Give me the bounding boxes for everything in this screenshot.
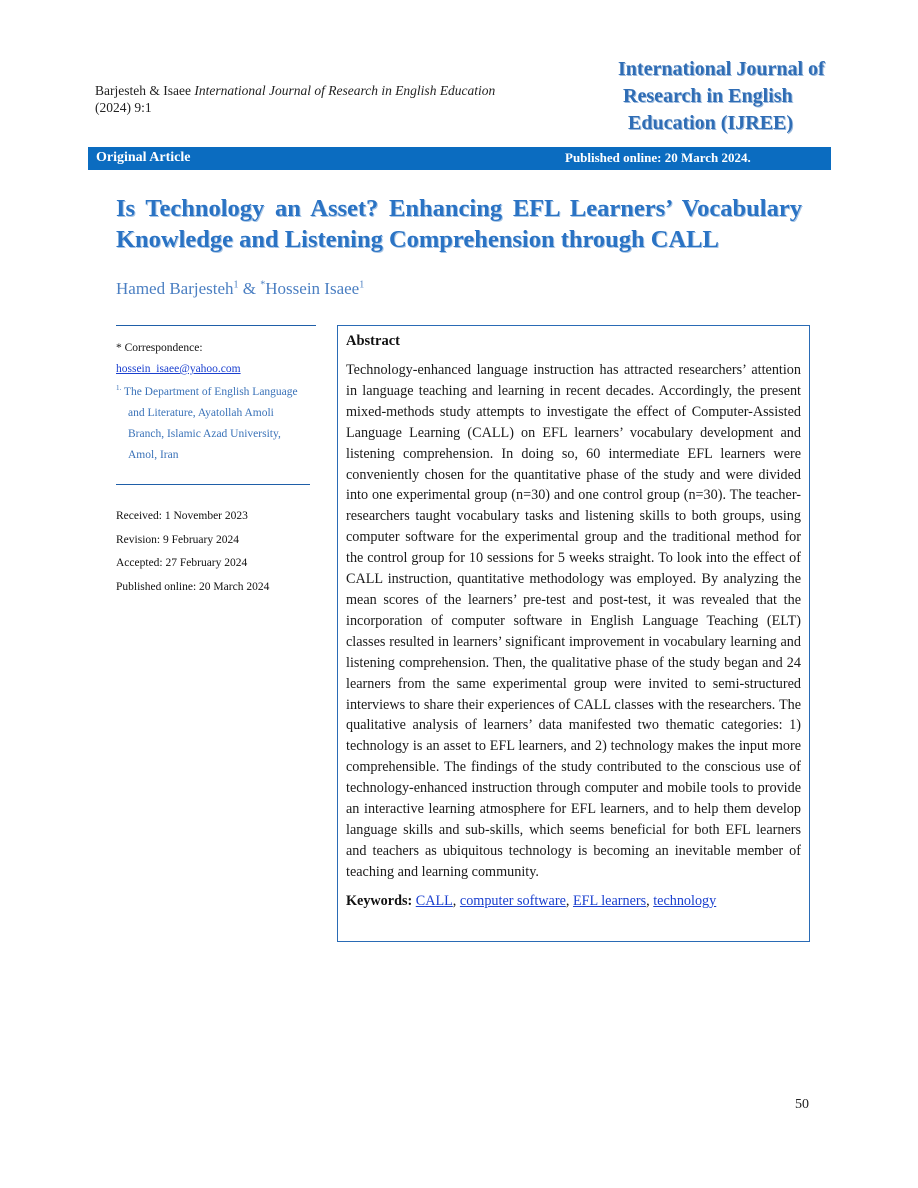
correspondence-email-link[interactable]: hossein_isaee@yahoo.com	[116, 363, 241, 375]
affiliation-line: The Department of English Language	[123, 385, 298, 398]
running-head-journal: International Journal of Research in English Education	[194, 83, 496, 98]
running-head-authors: Barjesteh & Isaee	[95, 83, 191, 98]
date-received: Received: 1 November 2023	[116, 510, 248, 522]
keyword-link[interactable]: CALL	[415, 892, 453, 909]
journal-logo-line: Education (IJREE)	[628, 112, 794, 134]
author-list	[116, 279, 364, 299]
article-type: Original Article	[96, 150, 191, 165]
article-banner	[88, 147, 831, 170]
affiliation-mark: 1	[359, 279, 365, 291]
date-published: Published online: 20 March 2024	[116, 580, 270, 593]
page-number: 50	[795, 1097, 809, 1112]
keyword-link[interactable]: technology	[653, 892, 717, 909]
running-head-issue: (2024) 9:1	[95, 100, 152, 115]
affiliation-mark: 1.	[116, 384, 122, 392]
article-title-line: Is Technology an Asset? Enhancing EFL Learners’ Vocabulary	[116, 195, 802, 222]
sidebar-divider	[116, 484, 310, 485]
author-name: Hossein Isaee	[265, 279, 360, 298]
article-title-line: Knowledge and Listening Comprehension through CALL	[116, 226, 719, 253]
date-revision: Revision: 9 February 2024	[116, 533, 239, 546]
affiliation-line: and Literature, Ayatollah Amoli	[128, 406, 274, 419]
abstract-box	[337, 325, 810, 942]
keywords: Keywords: CALL, computer software, EFL learners, technology	[346, 892, 717, 909]
journal-logo	[618, 56, 825, 137]
sidebar-divider	[116, 325, 316, 326]
keyword-link[interactable]: EFL learners	[572, 892, 647, 909]
corresponding-mark: *	[260, 279, 266, 291]
author-name: Hamed Barjesteh	[116, 279, 234, 298]
journal-logo-line: Research in English	[623, 85, 793, 107]
article-dates	[116, 505, 269, 599]
affiliation	[116, 378, 316, 466]
author-separator: &	[238, 279, 261, 298]
date-accepted: Accepted: 27 February 2024	[116, 557, 248, 569]
running-head	[95, 82, 495, 116]
affiliation-line: Branch, Islamic Azad University,	[128, 427, 281, 440]
article-title	[116, 193, 802, 255]
correspondence-label: * Correspondence:	[116, 342, 203, 354]
banner-published-date: Published online: 20 March 2024.	[565, 150, 751, 165]
affiliation-line: Amol, Iran	[128, 448, 179, 461]
keyword-link[interactable]: computer software	[459, 892, 566, 909]
keywords-label: Keywords:	[346, 892, 413, 909]
journal-logo-line: International Journal of	[618, 58, 825, 80]
abstract-text: Technology-enhanced language instruction has attracted researchers’ attention in language teaching and learning in recent decades. Accordingly, the present mixed-methods study attempts to investigate the effect of Computer-Assisted Language Learning (CALL) on EFL learners’ vocabulary development and listening comprehension. In doing so, 60 intermediate EFL learners were conveniently chosen for the quantitative phase of the study and were divided into one experimental group (n=30) and one control group (n=30). The teacher-researchers taught vocabulary tasks and listening skills to both groups, using computer software for the experimental group and the traditional method for the control group for 10 sessions for 5 weeks straight. To look into the effect of CALL instruction, quantitative methodology was employed. By analyzing the mean scores of the learners’ pre-test and post-test, it was revealed that the incorporation of computer software in English Language Teaching (ELT) classes resulted in learners’ significant improvement in vocabulary learning and listening comprehension. Then, the qualitative phase of the study began and 24 learners from the same experimental group were invited to semi-structured interviews to share their experiences of CALL classes with the researchers. The qualitative analysis of learners’ data manifested two thematic categories: 1) technology is an asset to EFL learners, and 2) technology makes the input more comprehensible. The findings of the study contributed to the conscious use of technology-enhanced instruction through computer and mobile tools to provide an interactive learning atmosphere for EFL learners, and to help them develop language skills and sub-skills, which seems beneficial for both EFL learners and teachers as ubiquitous technology is becoming an inevitable member of teaching and learning community.	[346, 362, 801, 880]
abstract-heading: Abstract	[346, 333, 400, 349]
affiliation-mark: 1	[233, 279, 239, 291]
